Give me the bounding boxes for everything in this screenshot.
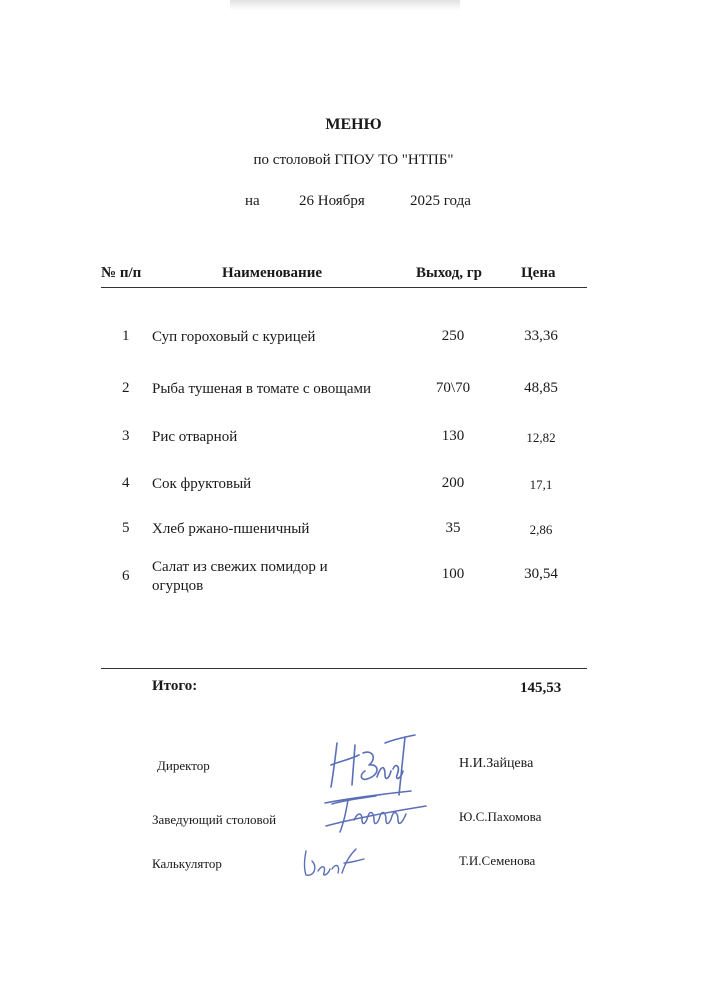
date-day-month: 26 Ноября	[299, 193, 365, 209]
total-value: 145,53	[520, 680, 562, 696]
dish-price: 17,1	[529, 477, 553, 492]
total-label: Итого:	[152, 678, 198, 694]
dish-price: 48,85	[524, 380, 558, 396]
document-subtitle: по столовой ГПОУ ТО "НТПБ"	[253, 152, 454, 168]
dish-yield: 130	[441, 428, 465, 444]
dish-name: Сок фруктовый	[152, 476, 252, 492]
dish-yield: 35	[445, 520, 461, 536]
scan-shadow	[230, 0, 460, 10]
canteen-head-signature	[318, 790, 433, 840]
column-header-price: Цена	[521, 265, 556, 281]
dish-name: Рис отварной	[152, 429, 238, 445]
signature-name-calculator: Т.И.Семенова	[459, 853, 536, 868]
row-number: 4	[122, 475, 130, 491]
column-header-yield: Выход, гр	[416, 265, 482, 281]
row-number: 1	[122, 328, 130, 344]
dish-price: 2,86	[529, 522, 553, 537]
signature-role-director: Директор	[157, 758, 210, 773]
dish-yield: 70\70	[435, 380, 471, 396]
document-title: МЕНЮ	[325, 116, 382, 133]
dish-price: 30,54	[524, 566, 558, 582]
row-number: 6	[122, 568, 130, 584]
calculator-signature	[298, 843, 373, 883]
dish-yield: 100	[441, 566, 465, 582]
date-prefix: на	[245, 193, 260, 209]
header-rule	[101, 287, 587, 288]
signature-name-director: Н.И.Зайцева	[459, 756, 534, 771]
dish-yield: 200	[441, 475, 465, 491]
dish-name: Хлеб ржано-пшеничный	[152, 521, 310, 537]
date-year: 2025 года	[410, 193, 471, 209]
dish-name: Салат из свежих помидор и огурцов	[152, 559, 328, 594]
row-number: 5	[122, 520, 130, 536]
row-number: 2	[122, 380, 130, 396]
column-header-name: Наименование	[222, 265, 322, 281]
dish-name: Суп гороховый с курицей	[152, 329, 316, 345]
column-header-num: № п/п	[101, 265, 142, 281]
signature-role-canteen-head: Заведующий столовой	[152, 812, 277, 827]
dish-price: 33,36	[524, 328, 558, 344]
dish-price: 12,82	[526, 430, 556, 445]
total-rule	[101, 668, 587, 669]
signature-name-canteen-head: Ю.С.Пахомова	[459, 809, 542, 824]
row-number: 3	[122, 428, 130, 444]
dish-name: Рыба тушеная в томате с овощами	[152, 381, 372, 397]
dish-yield: 250	[441, 328, 465, 344]
signature-role-calculator: Калькулятор	[152, 856, 222, 871]
